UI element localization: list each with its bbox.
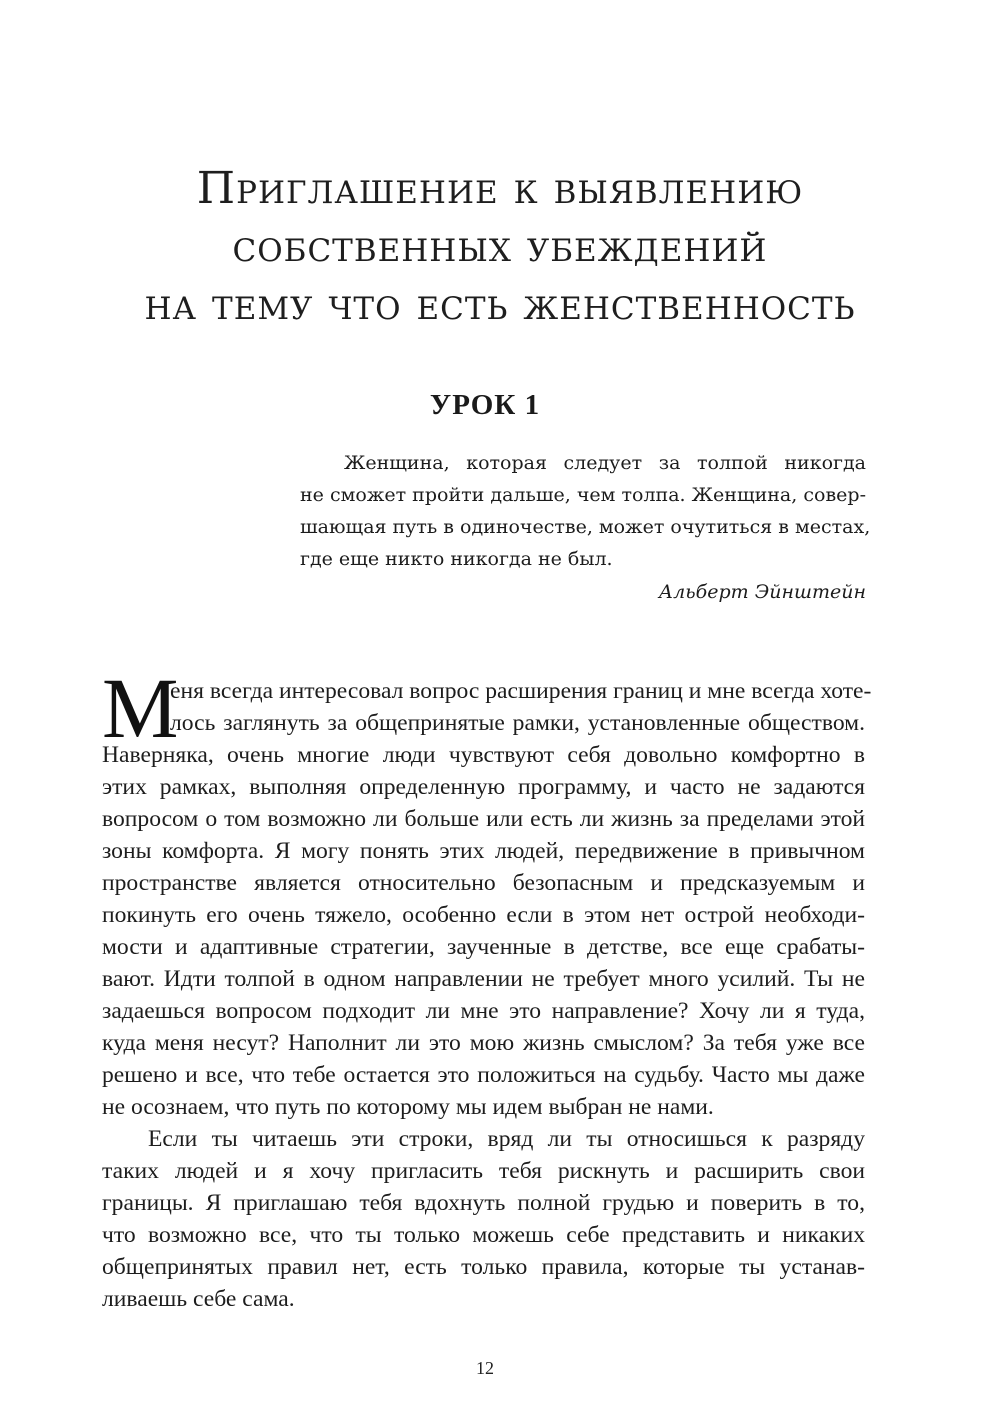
body-text [102,675,872,1315]
paragraph-line: пространстве является относительно безопасным и предсказуемым и [102,870,865,896]
paragraph-line: этих рамках, выполняя определенную программу, и часто не задаются [102,774,865,800]
epigraph [300,447,871,575]
paragraph-line: границы. Я приглашаю тебя вдохнуть полной грудью и поверить в то, [102,1190,865,1216]
paragraph-line: таких людей и я хочу пригласить тебя рискнуть и расширить свои [102,1158,865,1184]
paragraph-line: вают. Идти толпой в одном направлении не требует много усилий. Ты не [102,966,865,992]
page-number: 12 [476,1358,494,1378]
paragraph-line: покинуть его очень тяжело, особенно если в этом нет острой необходи- [102,902,865,928]
chapter-title [0,160,1000,334]
paragraph-line: ливаешь себе сама. [102,1286,295,1312]
chapter-title-line: собственных убеждений [232,221,768,272]
paragraph-line: зоны комфорта. Я могу понять этих людей, передвижение в привычном [102,838,865,864]
epigraph-line: где еще никто никогда не был. [300,548,613,570]
paragraph-line: Наверняка, очень многие люди чувствуют себя довольно комфортно в [102,742,865,768]
drop-cap: М [102,660,179,756]
epigraph-line: не сможет пройти дальше, чем толпа. Женщина, совер- [300,484,866,506]
epigraph-author: Альберт Эйнштейн [658,581,866,603]
lesson-label: УРОК 1 [429,389,541,421]
chapter-title-line: на тему что есть женственность [144,279,856,330]
paragraph-line: куда меня несут? Наполнит ли это мою жизнь смыслом? За тебя уже все [102,1030,865,1056]
paragraph-line: мости и адаптивные стратегии, заученные в детстве, все еще срабаты- [102,934,865,960]
paragraph-line: еня всегда интересовал вопрос расширения границ и мне всегда хоте- [170,678,872,704]
paragraph-line: вопросом о том возможно ли больше или есть ли жизнь за пределами этой [102,806,865,832]
paragraph-line: не осознаем, что путь по которому мы идем выбран не нами. [102,1094,714,1120]
paragraph-line: лось заглянуть за общепринятые рамки, установленные обществом. [170,710,865,736]
chapter-title-line: Приглашение к выявлению [196,163,804,214]
paragraph-line: что возможно все, что ты только можешь себе представить и никаких [102,1222,865,1248]
paragraph-line: решено и все, что тебе остается это положиться на судьбу. Часто мы даже [102,1062,865,1088]
paragraph-line: задаешься вопросом подходит ли мне это направление? Хочу ли я туда, [102,998,865,1024]
epigraph-line: Женщина, которая следует за толпой никогда [344,452,866,474]
paragraph-line: общепринятых правил нет, есть только правила, которые ты устанав- [102,1254,865,1280]
epigraph-line: шающая путь в одиночестве, может очутиться в местах, [300,516,871,538]
paragraph-line: Если ты читаешь эти строки, вряд ли ты относишься к разряду [148,1126,865,1152]
